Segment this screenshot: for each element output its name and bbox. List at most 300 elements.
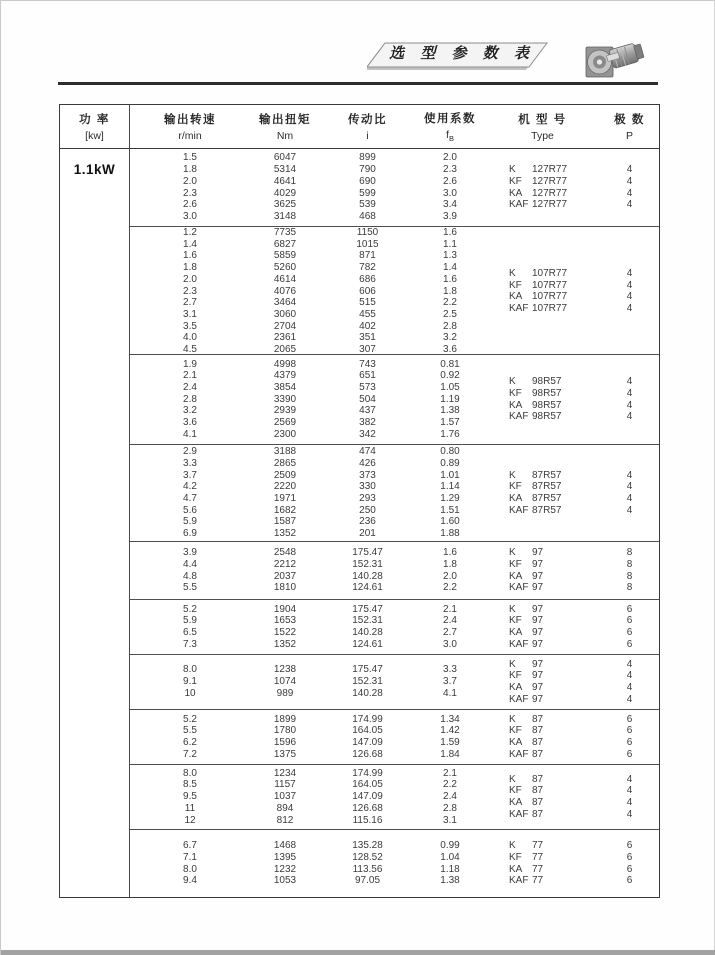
speed-column bbox=[130, 149, 250, 226]
cell-value: 3.2 bbox=[443, 332, 457, 344]
power-cell bbox=[60, 149, 130, 897]
table-header-row bbox=[60, 105, 659, 149]
cell-value: 3.0 bbox=[443, 187, 457, 199]
cell-value: 686 bbox=[359, 273, 376, 285]
cell-value: 4 bbox=[626, 797, 633, 808]
cell-value: 4 bbox=[626, 682, 633, 693]
type-prefix: K bbox=[509, 603, 516, 615]
type-prefix: KF bbox=[509, 558, 522, 570]
selection-parameter-table bbox=[59, 104, 660, 898]
speed-column bbox=[130, 655, 250, 709]
cell-value: 2.2 bbox=[443, 779, 457, 791]
cell-value: 8.0 bbox=[183, 767, 197, 779]
type-size: 97 bbox=[532, 570, 544, 582]
cell-value: 1.51 bbox=[440, 504, 460, 516]
fb-column bbox=[415, 149, 485, 226]
cell-value: 8 bbox=[626, 582, 633, 594]
cell-value: 4.4 bbox=[183, 558, 197, 570]
header-type: 机 型 号 Type bbox=[518, 114, 567, 142]
cell-value: 1596 bbox=[273, 737, 297, 748]
type-prefix: KF bbox=[509, 725, 522, 737]
cell-value: 128.52 bbox=[352, 851, 383, 863]
cell-value: 1.84 bbox=[440, 748, 460, 760]
cell-value: 11 bbox=[184, 802, 196, 814]
type-size: 87R57 bbox=[532, 504, 562, 516]
cell-value: 4 bbox=[626, 199, 633, 211]
poles-column bbox=[600, 355, 659, 444]
cell-value: 899 bbox=[359, 152, 376, 164]
type-value bbox=[509, 797, 543, 809]
cell-value: 989 bbox=[276, 687, 294, 699]
torque-column bbox=[250, 765, 320, 829]
type-prefix: K bbox=[509, 713, 516, 725]
type-prefix: KAF bbox=[509, 748, 529, 760]
cell-value: 606 bbox=[359, 285, 376, 297]
ratio-column bbox=[320, 600, 415, 654]
cell-value: 5.9 bbox=[183, 615, 197, 627]
cell-value: 126.68 bbox=[352, 748, 383, 760]
type-value bbox=[509, 840, 543, 852]
torque-column bbox=[250, 710, 320, 764]
torque-column bbox=[250, 445, 320, 541]
type-size: 87 bbox=[532, 737, 544, 748]
type-size: 97 bbox=[532, 693, 544, 705]
cell-value: 4.1 bbox=[183, 428, 197, 440]
type-prefix: KAF bbox=[509, 582, 529, 594]
cell-value: 2.8 bbox=[443, 320, 457, 332]
type-value bbox=[509, 864, 543, 876]
cell-value: 6.5 bbox=[183, 627, 197, 638]
cell-value: 1352 bbox=[273, 638, 297, 650]
table-block bbox=[130, 542, 659, 600]
cell-value: 6.2 bbox=[183, 737, 197, 748]
type-value bbox=[509, 376, 561, 388]
type-size: 107R77 bbox=[532, 303, 568, 315]
type-size: 98R57 bbox=[532, 411, 562, 423]
type-prefix: KA bbox=[509, 627, 523, 638]
cell-value: 140.28 bbox=[352, 687, 383, 699]
table-block bbox=[130, 445, 659, 542]
type-column bbox=[485, 710, 600, 764]
cell-value: 4029 bbox=[273, 187, 297, 199]
type-size: 87 bbox=[532, 785, 544, 797]
speed-column bbox=[130, 710, 250, 764]
type-value bbox=[509, 470, 561, 482]
fb-column bbox=[415, 655, 485, 709]
cell-value: 4076 bbox=[273, 285, 297, 297]
ratio-column bbox=[320, 355, 415, 444]
cell-value: 2548 bbox=[273, 547, 297, 559]
cell-value: 1.4 bbox=[183, 238, 197, 250]
cell-value: 307 bbox=[359, 344, 376, 356]
cell-value: 2.1 bbox=[443, 603, 457, 615]
type-value bbox=[509, 604, 543, 616]
cell-value: 3188 bbox=[273, 446, 297, 458]
type-size: 77 bbox=[532, 863, 544, 875]
cell-value: 4 bbox=[626, 175, 633, 187]
cell-value: 4 bbox=[626, 493, 633, 504]
cell-value: 4 bbox=[626, 399, 633, 411]
cell-value: 474 bbox=[359, 446, 376, 458]
speed-column bbox=[130, 542, 250, 599]
cell-value: 9.5 bbox=[183, 791, 197, 803]
cell-value: 6 bbox=[626, 851, 633, 863]
type-size: 87 bbox=[532, 773, 544, 785]
ratio-column bbox=[320, 830, 415, 897]
type-size: 87R57 bbox=[532, 469, 562, 481]
cell-value: 2212 bbox=[273, 558, 297, 570]
cell-value: 1157 bbox=[274, 779, 296, 791]
cell-value: 1015 bbox=[356, 238, 379, 250]
cell-value: 6 bbox=[626, 737, 633, 748]
cell-value: 4998 bbox=[273, 358, 297, 370]
poles-column bbox=[600, 655, 659, 709]
fb-column bbox=[415, 765, 485, 829]
poles-column bbox=[600, 445, 659, 541]
poles-column bbox=[600, 830, 659, 897]
type-value bbox=[509, 176, 567, 188]
type-value bbox=[509, 388, 561, 400]
cell-value: 5314 bbox=[273, 164, 297, 176]
cell-value: 8 bbox=[626, 558, 633, 570]
type-value bbox=[509, 280, 567, 292]
fb-column bbox=[415, 600, 485, 654]
cell-value: 3060 bbox=[273, 308, 297, 320]
cell-value: 0.92 bbox=[440, 370, 460, 382]
table-block bbox=[130, 765, 659, 830]
poles-column bbox=[600, 227, 659, 356]
cell-value: 2.2 bbox=[443, 582, 457, 594]
torque-column bbox=[250, 355, 320, 444]
cell-value: 4.2 bbox=[183, 481, 197, 493]
type-value bbox=[509, 809, 543, 821]
type-value bbox=[509, 582, 543, 594]
cell-value: 812 bbox=[276, 814, 294, 826]
type-size: 87 bbox=[532, 748, 544, 760]
table-block bbox=[130, 149, 659, 227]
cell-value: 1.42 bbox=[440, 725, 460, 737]
cell-value: 4 bbox=[626, 291, 633, 303]
cell-value: 4.8 bbox=[183, 570, 197, 582]
cell-value: 4 bbox=[626, 481, 633, 493]
type-prefix: KA bbox=[509, 797, 523, 808]
type-column bbox=[485, 227, 600, 356]
cell-value: 1904 bbox=[273, 603, 297, 615]
cell-value: 4 bbox=[626, 658, 633, 670]
speed-column bbox=[130, 227, 250, 356]
type-prefix: KA bbox=[509, 737, 523, 748]
type-size: 87R57 bbox=[532, 493, 562, 504]
table-block bbox=[130, 655, 659, 710]
type-value bbox=[509, 694, 543, 706]
cell-value: 6827 bbox=[273, 238, 297, 250]
cell-value: 126.68 bbox=[352, 802, 383, 814]
cell-value: 0.80 bbox=[440, 446, 460, 458]
cell-value: 4 bbox=[626, 670, 633, 682]
type-size: 77 bbox=[532, 851, 544, 863]
type-size: 97 bbox=[532, 615, 544, 627]
torque-column bbox=[250, 655, 320, 709]
speed-column bbox=[130, 600, 250, 654]
type-value bbox=[509, 400, 561, 412]
type-column bbox=[485, 542, 600, 599]
cell-value: 871 bbox=[359, 250, 376, 262]
cell-value: 3464 bbox=[273, 297, 297, 309]
type-value bbox=[509, 627, 543, 639]
cell-value: 504 bbox=[359, 393, 376, 405]
type-value bbox=[509, 774, 543, 786]
cell-value: 6.9 bbox=[183, 528, 197, 540]
page-title: 选 型 参 数 表 bbox=[389, 45, 535, 62]
cell-value: 1.2 bbox=[183, 227, 197, 238]
cell-value: 124.61 bbox=[352, 582, 383, 594]
torque-column bbox=[250, 600, 320, 654]
type-value bbox=[509, 303, 567, 315]
cell-value: 1.05 bbox=[440, 381, 460, 393]
cell-value: 7.1 bbox=[183, 851, 197, 863]
table-body bbox=[60, 149, 659, 897]
type-value bbox=[509, 639, 543, 651]
cell-value: 382 bbox=[359, 417, 376, 429]
type-prefix: KA bbox=[509, 863, 523, 875]
cell-value: 790 bbox=[359, 164, 376, 176]
cell-value: 1.34 bbox=[440, 713, 460, 725]
cell-value: 1.59 bbox=[440, 737, 460, 748]
type-prefix: K bbox=[509, 469, 516, 481]
cell-value: 2220 bbox=[273, 481, 297, 493]
cell-value: 4 bbox=[626, 773, 633, 785]
type-prefix: KA bbox=[509, 570, 523, 582]
type-prefix: K bbox=[509, 164, 516, 176]
cell-value: 2.7 bbox=[183, 297, 197, 309]
type-value bbox=[509, 725, 543, 737]
cell-value: 4 bbox=[626, 376, 633, 388]
table-block bbox=[130, 355, 659, 445]
cell-value: 402 bbox=[359, 320, 376, 332]
cell-value: 1468 bbox=[273, 840, 297, 852]
cell-value: 152.31 bbox=[352, 558, 383, 570]
type-size: 97 bbox=[532, 558, 544, 570]
cell-value: 164.05 bbox=[352, 779, 383, 791]
type-prefix: KF bbox=[509, 851, 522, 863]
type-prefix: K bbox=[509, 773, 516, 785]
type-value bbox=[509, 670, 543, 682]
cell-value: 1653 bbox=[273, 615, 297, 627]
cell-value: 1780 bbox=[273, 725, 297, 737]
type-size: 87 bbox=[532, 808, 544, 820]
type-size: 107R77 bbox=[532, 291, 568, 303]
cell-value: 5.6 bbox=[183, 504, 197, 516]
cell-value: 2704 bbox=[273, 320, 297, 332]
cell-value: 539 bbox=[359, 199, 376, 211]
type-prefix: KAF bbox=[509, 303, 529, 315]
type-size: 77 bbox=[532, 875, 544, 887]
cell-value: 140.28 bbox=[352, 627, 383, 638]
table-block bbox=[130, 710, 659, 765]
speed-column bbox=[130, 765, 250, 829]
cell-value: 4 bbox=[626, 785, 633, 797]
cell-value: 8 bbox=[626, 547, 633, 559]
speed-column bbox=[130, 445, 250, 541]
type-column bbox=[485, 149, 600, 226]
cell-value: 2.1 bbox=[183, 370, 197, 382]
cell-value: 2865 bbox=[273, 457, 297, 469]
cell-value: 4 bbox=[626, 187, 633, 199]
speed-column bbox=[130, 355, 250, 444]
cell-value: 2.7 bbox=[443, 627, 457, 638]
cell-value: 573 bbox=[359, 381, 376, 393]
poles-column bbox=[600, 149, 659, 226]
cell-value: 164.05 bbox=[352, 725, 383, 737]
cell-value: 4 bbox=[626, 164, 633, 176]
cell-value: 1.4 bbox=[443, 262, 457, 274]
cell-value: 2.6 bbox=[183, 199, 197, 211]
type-prefix: KF bbox=[509, 481, 522, 493]
speed-column bbox=[130, 830, 250, 897]
type-value bbox=[509, 268, 567, 280]
cell-value: 5260 bbox=[273, 262, 297, 274]
cell-value: 8.0 bbox=[183, 863, 197, 875]
cell-value: 894 bbox=[276, 802, 294, 814]
cell-value: 1.88 bbox=[440, 528, 460, 540]
type-column bbox=[485, 655, 600, 709]
cell-value: 6 bbox=[626, 615, 633, 627]
cell-value: 1.18 bbox=[440, 863, 460, 875]
cell-value: 0.99 bbox=[440, 840, 460, 852]
cell-value: 373 bbox=[359, 469, 376, 481]
cell-value: 1.38 bbox=[440, 405, 460, 417]
ratio-column bbox=[320, 445, 415, 541]
cell-value: 3.9 bbox=[443, 210, 457, 222]
cell-value: 2509 bbox=[273, 469, 297, 481]
cell-value: 175.47 bbox=[352, 664, 383, 676]
cell-value: 1.04 bbox=[440, 851, 460, 863]
cell-value: 1587 bbox=[273, 516, 297, 528]
type-value bbox=[509, 714, 543, 726]
cell-value: 455 bbox=[359, 308, 376, 320]
type-column bbox=[485, 600, 600, 654]
cell-value: 6.7 bbox=[183, 840, 197, 852]
type-prefix: KA bbox=[509, 399, 523, 411]
header-poles: 极 数 P bbox=[614, 114, 645, 142]
ratio-column bbox=[320, 149, 415, 226]
type-prefix: K bbox=[509, 658, 516, 670]
type-prefix: KF bbox=[509, 785, 522, 797]
type-value bbox=[509, 505, 561, 517]
cell-value: 330 bbox=[359, 481, 376, 493]
cell-value: 3.5 bbox=[183, 320, 197, 332]
table-block bbox=[130, 600, 659, 655]
type-prefix: KAF bbox=[509, 638, 529, 650]
type-prefix: KF bbox=[509, 387, 522, 399]
cell-value: 2.4 bbox=[443, 615, 457, 627]
cell-value: 2939 bbox=[273, 405, 297, 417]
cell-value: 6 bbox=[626, 638, 633, 650]
cell-value: 3.4 bbox=[443, 199, 457, 211]
cell-value: 4.7 bbox=[183, 493, 197, 504]
type-size: 127R77 bbox=[532, 175, 568, 187]
cell-value: 1.8 bbox=[443, 558, 457, 570]
cell-value: 3.3 bbox=[443, 664, 457, 676]
cell-value: 1037 bbox=[273, 791, 297, 803]
cell-value: 690 bbox=[359, 175, 376, 187]
cell-value: 3390 bbox=[273, 393, 297, 405]
cell-value: 5.9 bbox=[183, 516, 197, 528]
cell-value: 4614 bbox=[273, 273, 297, 285]
cell-value: 2.2 bbox=[443, 297, 457, 309]
cell-value: 2.8 bbox=[183, 393, 197, 405]
cell-value: 4 bbox=[626, 303, 633, 315]
type-value bbox=[509, 547, 543, 559]
cell-value: 140.28 bbox=[352, 570, 383, 582]
type-prefix: KA bbox=[509, 493, 523, 504]
type-prefix: K bbox=[509, 547, 516, 559]
cell-value: 2.0 bbox=[183, 175, 197, 187]
cell-value: 5.5 bbox=[183, 582, 197, 594]
type-size: 97 bbox=[532, 603, 544, 615]
cell-value: 9.4 bbox=[183, 875, 197, 887]
cell-value: 10 bbox=[184, 687, 196, 699]
cell-value: 1.38 bbox=[440, 875, 460, 887]
type-size: 97 bbox=[532, 658, 544, 670]
ratio-column bbox=[320, 542, 415, 599]
cell-value: 2.0 bbox=[443, 152, 457, 164]
type-column bbox=[485, 830, 600, 897]
type-column bbox=[485, 445, 600, 541]
type-size: 127R77 bbox=[532, 199, 568, 211]
table-block bbox=[130, 227, 659, 355]
title-banner bbox=[367, 40, 549, 72]
cell-value: 4.1 bbox=[443, 687, 457, 699]
cell-value: 2.0 bbox=[443, 570, 457, 582]
fb-column bbox=[415, 355, 485, 444]
cell-value: 5.2 bbox=[183, 603, 197, 615]
fb-column bbox=[415, 710, 485, 764]
cell-value: 651 bbox=[359, 370, 376, 382]
cell-value: 135.28 bbox=[352, 840, 383, 852]
cell-value: 3.6 bbox=[443, 344, 457, 356]
cell-value: 2.9 bbox=[183, 446, 197, 458]
cell-value: 115.16 bbox=[352, 814, 383, 826]
cell-value: 1.8 bbox=[183, 262, 197, 274]
table-body-blocks bbox=[130, 149, 659, 897]
type-value bbox=[509, 559, 543, 571]
type-value bbox=[509, 749, 543, 761]
cell-value: 2569 bbox=[273, 417, 297, 429]
type-size: 98R57 bbox=[532, 387, 562, 399]
poles-column bbox=[600, 710, 659, 764]
type-value bbox=[509, 199, 567, 211]
table-block bbox=[130, 830, 659, 897]
cell-value: 3.3 bbox=[183, 457, 197, 469]
cell-value: 3148 bbox=[273, 210, 297, 222]
cell-value: 1395 bbox=[273, 851, 297, 863]
type-size: 127R77 bbox=[532, 164, 568, 176]
cell-value: 9.1 bbox=[183, 676, 197, 688]
type-prefix: KA bbox=[509, 682, 523, 693]
cell-value: 152.31 bbox=[352, 615, 383, 627]
cell-value: 3.6 bbox=[183, 417, 197, 429]
type-prefix: KF bbox=[509, 615, 522, 627]
type-size: 97 bbox=[532, 670, 544, 682]
cell-value: 6 bbox=[626, 713, 633, 725]
cell-value: 1.6 bbox=[443, 273, 457, 285]
cell-value: 124.61 bbox=[352, 638, 383, 650]
cell-value: 4.5 bbox=[183, 344, 197, 356]
cell-value: 1.6 bbox=[183, 250, 197, 262]
cell-value: 3.0 bbox=[443, 638, 457, 650]
cell-value: 6 bbox=[626, 603, 633, 615]
